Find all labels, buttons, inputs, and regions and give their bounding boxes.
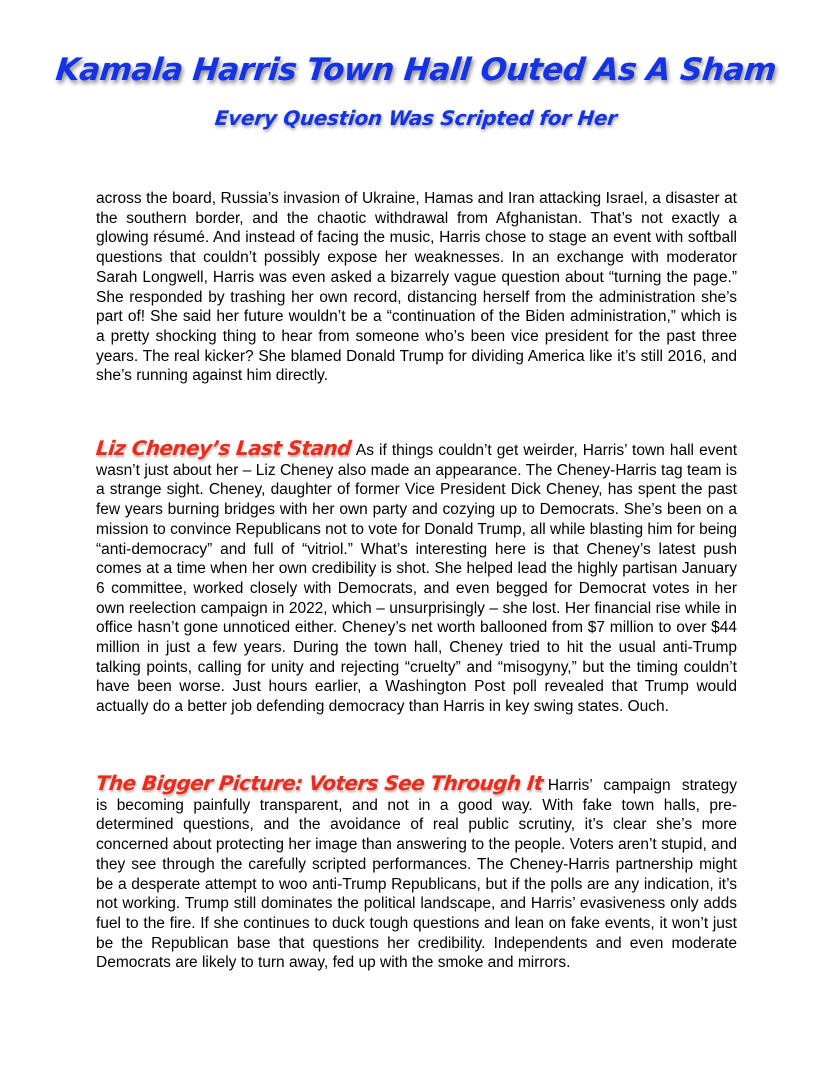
section-paragraph-intro — [96, 189, 737, 386]
section-text: Harris’ campaign strategy is becoming painfully transparent, and not in a good way. With fake town halls, pre-determined questions, and the avoidance of real public scrutiny, it’s clear she’s more concerned about protecting her image than answering to the people. Voters aren’t stupid, and they see through the carefully scripted performances. The Cheney-Harris partnership might be a desperate attempt to woo anti-Trump Republicans, but if the polls are any indication, it’s not working. Trump still dominates the political landscape, and Harris’ evasiveness only adds fuel to the fire. If she continues to duck tough questions and lean on fake events, it won’t just be the Republican base that questions her credibility. Independents and even moderate Democrats are likely to turn away, fed up with the smoke and mirrors. — [96, 777, 737, 972]
page-subtitle: Every Question Was Scripted for Her — [213, 106, 619, 130]
section-text: across the board, Russia’s invasion of Ukraine, Hamas and Iran attacking Israel, a disaster at the southern border, and the chaotic withdrawal from Afghanistan. That’s not exactly a glowing résumé. And instead of facing the music, Harris chose to stage an event with softball questions that couldn’t possibly expose her weaknesses. In an exchange with moderator Sarah Longwell, Harris was even asked a bizarrely vague question about “turning the page.” She responded by trashing her own record, distancing herself from the administration she’s part of! She said her future wouldn’t be a “continuation of the Biden administration,” which is a pretty shocking thing to hear from someone who’s been vice president for the past three years. The real kicker? She blamed Donald Trump for dividing America like it’s still 2016, and she’s running against him directly. — [96, 190, 737, 385]
section-paragraph-bigger-picture — [94, 771, 737, 973]
section-paragraph-liz-cheney — [94, 436, 737, 717]
page-title: Kamala Harris Town Hall Outed As A Sham — [54, 52, 778, 88]
section-heading: Liz Cheney’s Last Stand — [94, 436, 353, 460]
section-heading: The Bigger Picture: Voters See Through It — [94, 771, 545, 795]
section-text: As if things couldn’t get weirder, Harris’ town hall event wasn’t just about her – Liz Cheney also made an appearance. The Cheney-Harris tag team is a strange sight. Cheney, daughter of former Vice President Dick Cheney, has spent the past few years burning bridges with her own party and cozying up to Democrats. She’s been on a mission to convince Republicans not to vote for Donald Trump, all while blasting him for being “anti-democracy” and full of “vitriol.” What’s interesting here is that Cheney’s latest push comes at a time when her own credibility is shot. She helped lead the highly partisan January 6 committee, worked closely with Democrats, and even begged for Democrat votes in her own reelection campaign in 2022, which – unsurprisingly – she lost. Her financial rise while in office hasn’t gone unnoticed either. Cheney’s net worth ballooned from $7 million to over $44 million in just a few years. During the town hall, Cheney tried to hit the usual anti-Trump talking points, calling for unity and rejecting “cruelty” and “misogyny,” but the timing couldn’t have been worse. Just hours earlier, a Washington Post poll revealed that Trump would actually do a better job defending democracy than Harris in key swing states. Ouch. — [96, 442, 737, 716]
